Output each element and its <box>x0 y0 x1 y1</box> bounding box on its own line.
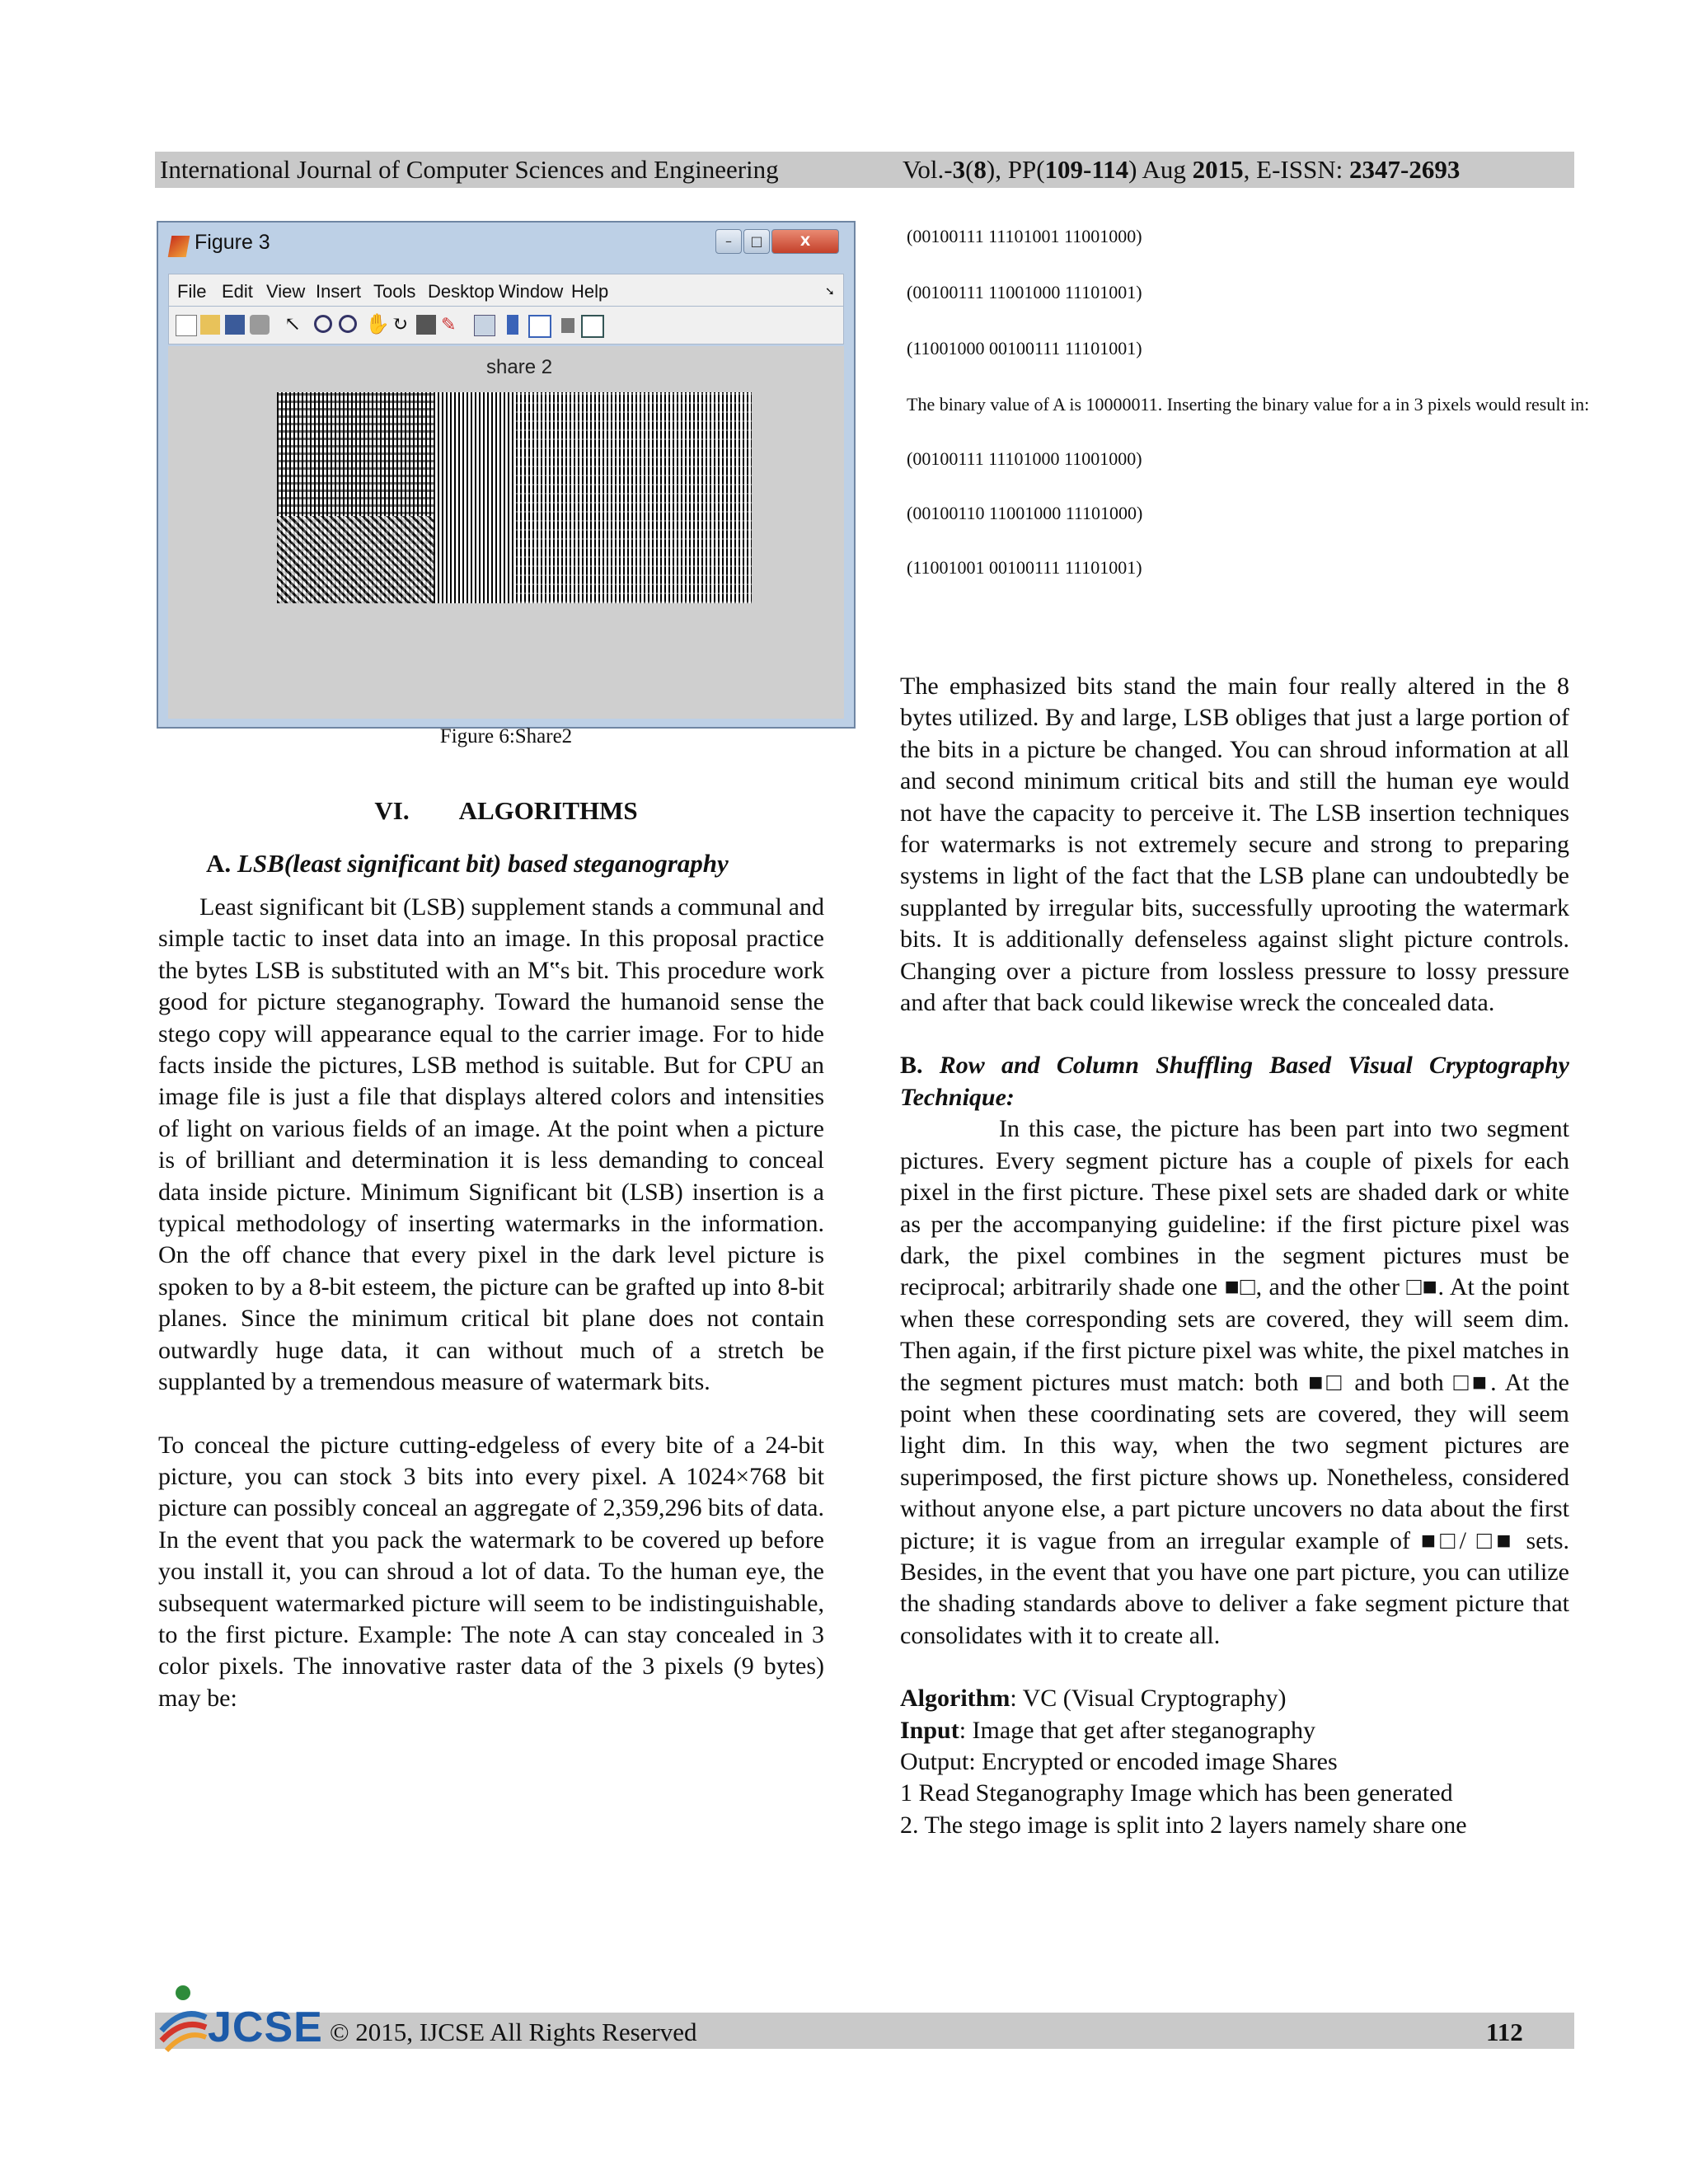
subsection-a-heading: A. LSB(least significant bit) based steganography <box>206 849 729 878</box>
figure-canvas <box>168 346 844 719</box>
share-image <box>277 392 752 603</box>
menu-window[interactable]: Window <box>499 281 564 302</box>
colorbar-icon[interactable] <box>507 315 518 335</box>
save-icon[interactable] <box>225 315 245 335</box>
algorithm-step-1: 1 Read Steganography Image which has been generated <box>900 1779 1453 1807</box>
algorithm-name: Algorithm: VC (Visual Cryptography) <box>900 1685 1287 1713</box>
menu-file[interactable]: File <box>177 281 207 302</box>
left-column <box>158 892 824 1714</box>
rotate-icon[interactable]: ↻ <box>392 314 409 335</box>
paragraph-emphasized-bits: The emphasized bits stand the main four really altered in the 8 bytes utilized. By and large, LSB obliges that just a large portion of the bits in a picture be changed. You can shroud information at all and second minimum critical bits and still the human eye would not have the capacity to perceive it. The LSB insertion techniques for watermarks is not extremely secure and strong to preparing systems in light of the fact that the LSB plane can undoubtedly be supplanted by irregular bits, successfully uprooting the watermark bits. It is additionally defenseless against slight picture controls. Changing over a picture from lossless pressure to lossy pressure and after that back could likewise wreck the concealed data. <box>900 673 1569 1017</box>
share-noise-bottom <box>277 516 434 603</box>
plot-title: share 2 <box>486 356 553 378</box>
menu-desktop[interactable]: Desktop <box>428 281 495 302</box>
zoom-out-icon[interactable] <box>339 315 357 333</box>
section-heading: VI. ALGORITHMS <box>374 796 638 825</box>
right-column <box>900 671 1569 1841</box>
window-title: Figure 3 <box>195 231 270 254</box>
share-noise-right <box>516 392 752 603</box>
figure-window <box>157 221 856 729</box>
menu-help[interactable]: Help <box>571 281 609 302</box>
logo-text: JCSE <box>208 2004 323 2051</box>
menu-bar <box>168 274 844 307</box>
bits-after-2: (00100110 11001000 11101000) <box>907 503 1143 523</box>
algorithm-input: Input: Image that get after steganography <box>900 1716 1316 1744</box>
maximize-icon[interactable]: □ <box>743 229 770 254</box>
menu-insert[interactable]: Insert <box>316 281 362 302</box>
journal-title: International Journal of Computer Sciences and Engineering <box>160 155 779 184</box>
print-icon[interactable] <box>250 315 270 335</box>
algorithm-step-2: 2. The stego image is split into 2 layers namely share one <box>900 1811 1467 1839</box>
open-file-icon[interactable] <box>200 315 220 335</box>
show-plot-tools-icon[interactable] <box>581 315 604 338</box>
brush-icon[interactable]: ✎ <box>441 314 457 335</box>
dock-arrow-icon[interactable]: ➘ <box>825 284 835 298</box>
pointer-icon[interactable]: ↖ <box>284 314 302 335</box>
pan-icon[interactable]: ✋ <box>365 314 390 335</box>
algorithm-output: Output: Encrypted or encoded image Shares <box>900 1748 1338 1775</box>
hide-plot-tools-icon[interactable] <box>561 318 574 333</box>
new-figure-icon[interactable] <box>176 315 197 336</box>
page-number: 112 <box>1486 2018 1523 2046</box>
menu-edit[interactable]: Edit <box>222 281 253 302</box>
data-cursor-icon[interactable] <box>416 315 436 335</box>
matlab-logo-icon <box>168 236 190 257</box>
zoom-in-icon[interactable] <box>314 315 332 333</box>
bits-before-2: (00100111 11001000 11101001) <box>907 282 1142 302</box>
close-icon[interactable]: X <box>771 229 839 254</box>
menu-view[interactable]: View <box>266 281 306 302</box>
paragraph-visual-crypto: In this case, the picture has been part into two segment pictures. Every segment picture has a couple of pixels for each pixel in the first picture. These pixel sets are shaded dark or white as per the accompanying guideline: if the first picture pixel was dark, the pixel combines in the segment pictures must be reciprocal; arbitrarily shade one ■□, and the other □■. At the point when these corresponding sets are covered, they will seem dim. Then again, if the first picture pixel was white, the pixel matches in the segment pictures must match: both ■□ and both □■. At the point when these coordinating sets are covered, they will seem light dim. In this way, when the two segment pictures are superimposed, the first picture shows up. Nonetheless, considered without anyone else, a part picture uncovers no data about the first picture; it is vague from an irregular example of ■□/ □■ sets. Besides, in the event that you have one part picture, you can utilize the shading standards above to deliver a fake segment picture that consolidates with it to create all. <box>900 1115 1569 1649</box>
figure-caption: Figure 6:Share2 <box>439 725 573 748</box>
link-icon[interactable] <box>474 315 495 336</box>
toolbar <box>168 307 844 344</box>
copyright: © 2015, IJCSE All Rights Reserved <box>330 2018 697 2046</box>
bits-before-3: (11001000 00100111 11101001) <box>907 338 1142 359</box>
bits-after-1: (00100111 11101000 11001000) <box>907 448 1142 469</box>
menu-tools[interactable]: Tools <box>373 281 416 302</box>
legend-icon[interactable] <box>528 315 551 338</box>
paragraph-conceal: To conceal the picture cutting-edgeless of every bite of a 24-bit picture, you can stock 3 bits into every pixel. A 1024×768 bit picture can possibly conceal an aggregate of 2,359,296 bits of data. In the event that you pack the watermark to be covered up before you install it, you can shroud a lot of data. To the human eye, the subsequent watermarked picture will seem to be indistinguishable, to the first picture. Example: The note A can stay concealed in 3 color pixels. The innovative raster data of the 3 pixels (9 bytes) may be: <box>158 1431 824 1712</box>
bits-before-1: (00100111 11101001 11001000) <box>907 226 1142 246</box>
minimize-icon[interactable]: – <box>715 229 742 254</box>
bits-after-3: (11001001 00100111 11101001) <box>907 557 1142 578</box>
subsection-b-heading: B. Row and Column Shuffling Based Visual Cryptography Technique: <box>900 1052 1569 1111</box>
volume-info: Vol.-3(8), PP(109-114) Aug 2015, E-ISSN: 2347-2693 <box>903 155 1461 184</box>
paragraph-lsb: Least significant bit (LSB) supplement stands a communal and simple tactic to inset data into an image. In this proposal practice the bytes LSB is substituted with an M‟s bit. This procedure work good for picture steganography. Toward the humanoid sense the stego copy will appearance equal to the carrier image. For to hide facts inside the pictures, LSB method is suitable. But for CPU an image file is just a file that displays altered colors and intensities of light on various fields of an image. At the point when a picture is of brilliant and determination it is less demanding to conceal data inside picture. Minimum Significant bit (LSB) insertion is a typical methodology of inserting watermarks in the information. On the off chance that every pixel in the dark level picture is spoken to by a 8-bit esteem, the picture can be grafted up into 8-bit planes. Since the minimum critical bit plane does not contain outwardly huge data, it can without much of a stretch be supplanted by a tremendous measure of watermark bits. <box>158 893 824 1396</box>
bits-note: The binary value of A is 10000011. Inserting the binary value for a in 3 pixels would result in: <box>907 394 1590 415</box>
